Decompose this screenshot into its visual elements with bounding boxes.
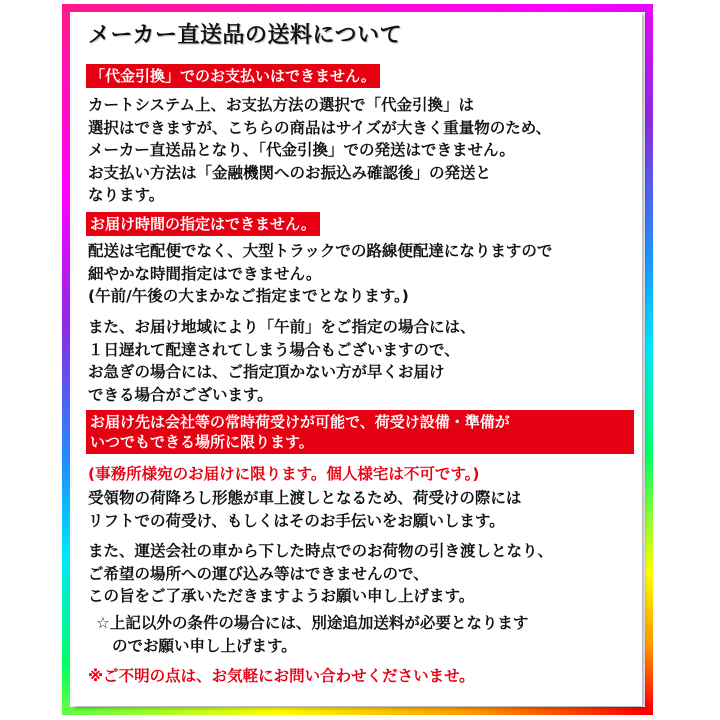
text-line: カートシステム上、お支払方法の選択で「代金引換」は: [88, 96, 474, 114]
text-line: できる場合がございます。: [88, 385, 273, 404]
text-line: 細やかな時間指定はできません。: [88, 264, 322, 283]
paragraph-cod: [88, 94, 551, 207]
text-line: なります。: [88, 186, 165, 204]
text-line: リフトでの荷受け、もしくはそのお手伝いをお願いします。: [88, 511, 505, 530]
text-line: のでお願い申し上げます。: [112, 636, 297, 655]
paragraph-handover: [88, 540, 553, 608]
heading-delivery-time: お届け時間の指定はできません。: [86, 212, 320, 236]
page-title: メーカー直送品の送料について: [88, 23, 403, 48]
text-line: また、運送会社の車から下した時点でのお荷物の引き渡しとなり、: [88, 542, 554, 560]
heading-line: いつでもできる場所に限ります。: [90, 433, 314, 451]
text-line: ご希望の場所への運び込み等はできませんので、: [88, 564, 429, 583]
business-only-note: (事務所様宛のお届けに限ります。個人様宅は不可です。): [88, 465, 480, 483]
text-line: 受領物の荷降ろし形態が車上渡しとなるため、荷受けの際には: [88, 489, 522, 507]
paragraph-morning-delivery: [88, 316, 476, 406]
text-line: (午前/午後の大まかなご指定までとなります。): [88, 287, 409, 305]
contact-note: ※ご不明の点は、お気軽にお問い合わせくださいませ。: [88, 667, 475, 685]
heading-line: お届け先は会社等の常時荷受けが可能で、荷受け設備・準備が: [90, 413, 510, 431]
text-line: この旨をご了承いただきますようお願い申し上げます。: [88, 587, 475, 605]
text-line: お急ぎの場合には、ご指定頂かない方が早くお届け: [88, 363, 445, 381]
heading-cod-unavailable: 「代金引換」でのお支払いはできません。: [86, 64, 380, 88]
paragraph-additional-fee: [96, 612, 528, 657]
text-line: 配送は宅配便でなく、大型トラックでの路線便配達になりますので: [88, 242, 553, 260]
paragraph-delivery-time: [88, 240, 552, 308]
text-line: また、お届け地域により「午前」をご指定の場合には、: [88, 318, 476, 336]
text-line: １日遅れて配達されてしまう場合もございますので、: [88, 340, 460, 359]
text-line: メーカー直送品となり、「代金引換」での発送はできません。: [88, 141, 515, 159]
text-line: お支払い方法は「金融機関へのお振込み確認後」の発送と: [88, 163, 492, 182]
text-line: ☆上記以外の条件の場合には、別途追加送料が必要となります: [96, 614, 529, 632]
paragraph-unloading: [88, 487, 521, 532]
heading-delivery-address: [86, 410, 634, 454]
text-line: 選択はできますが、こちらの商品はサイズが大きく重量物のため、: [88, 118, 552, 137]
